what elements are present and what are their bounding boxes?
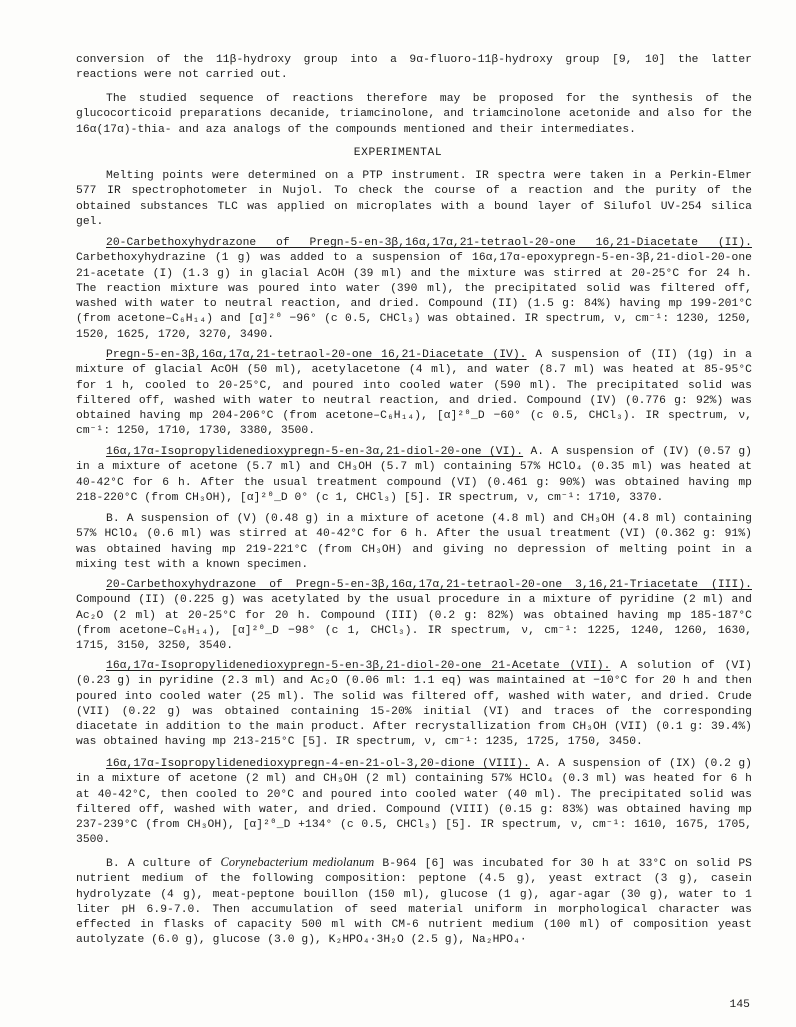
compound-iv-title: Pregn-5-en-3β,16α,17α,21-tetraol-20-one 16,21-Diacetate (IV). [106, 349, 527, 361]
paragraph-culture-b [76, 855, 752, 949]
compound-ii-body: Carbethoxyhydrazine (1 g) was added to a suspension of 16α,17α-epoxypregn-5-en-3β,21-diol-20-one 21-acetate (I) (1.3 g) in glacial AcOH (39 ml) and the mixture was stirred at 20-25°C for 24 h. The reaction mixture was poured into water (390 ml), the precipitated solid was filtered off, washed with water to neutral reaction, and dried. Compound (II) (1.5 g: 84%) having mp 199-201°C (from acetone–C₆H₁₄) and [α]²⁰ −96° (c 0.5, CHCl₃) was obtained. IR spectrum, ν, cm⁻¹: 1230, 1250, 1520, 1625, 1720, 3270, 3490. [76, 252, 752, 341]
compound-ii-title: 20-Carbethoxyhydrazone of Pregn-5-en-3β,16α,17α,21-tetraol-20-one 16,21-Diacetate (II). [106, 237, 752, 249]
paragraph-method-b-vi: B. A suspension of (V) (0.48 g) in a mixture of acetone (4.8 ml) and CH₃OH (4.8 ml) containing 57% HClO₄ (0.6 ml) was stirred at 40-42°C for 6 h. After the usual treatment (VI) (0.362 g: 91%) was obtained having mp 219-221°C (from CH₃OH) and giving no depression of melting point in a mixing test with a known specimen. [76, 513, 752, 571]
paragraph-instruments: Melting points were determined on a PTP instrument. IR spectra were taken in a Perkin-Elmer 577 IR spectrophotometer in Nujol. To check the course of a reaction and the purity of the obtained substances TLC was applied on microplates with a bound layer of Silufol UV-254 silica gel. [76, 170, 752, 228]
culture-body: B-964 [6] was incubated for 30 h at 33°C on solid PS nutrient medium of the following composition: peptone (4.5 g), yeast extract (3 g), casein hydrolyzate (4 g), meat-peptone bouillon (150 ml), glucose (1 g), agar-agar (30 g), water to 1 liter pH 6.9-7.0. Then accumulation of seed material uniform in morphological character was effected in flasks of capacity 500 ml with CM-6 nutrient medium (100 ml) of composition yeast autolyzate (6.0 g), glucose (3.0 g), K₂HPO₄·3H₂O (2.5 g), Na₂HPO₄· [76, 858, 752, 947]
paragraph-compound-iii [76, 578, 752, 654]
page-number: 145 [729, 999, 750, 1011]
paragraph-compound-vi [76, 445, 752, 506]
paragraph-synthesis-proposal: The studied sequence of reactions therefore may be proposed for the synthesis of the glucocorticoid preparations decanide, triamcinolone, and triamcinolone acetonide and also for the 16α(17α)-thia- and aza analogs of the compounds mentioned and their intermediates. [76, 93, 752, 136]
compound-viii-body: A. A suspension of (IX) (0.2 g) in a mixture of acetone (2 ml) and CH₃OH (2 ml) containing 57% HClO₄ (0.3 ml) was heated for 6 h at 40-42°C, then cooled to 20°C and poured into cooled water (40 ml). The precipitated solid was filtered off, washed with water, and dried. Compound (VIII) (0.15 g: 83%) was obtained having mp 237-239°C (from CH₃OH), [α]²⁰_D +134° (c 0.5, CHCl₃) [5]. IR spectrum, ν, cm⁻¹: 1610, 1675, 1705, 3500. [76, 758, 752, 847]
paragraph-compound-iv [76, 348, 752, 440]
compound-vii-body: A solution of (VI) (0.23 g) in pyridine (2.3 ml) and Ac₂O (0.06 ml: 1.1 eq) was maintained at −10°C for 20 h and then poured into cooled water (25 ml). The solid was filtered off, washed with water, and dried. Crude (VII) (0.22 g) was obtained containing 15-20% initial (VI) and traces of the corresponding diacetate in addition to the main product. After recrystallization from CH₃OH (VII) (0.1 g: 39.4%) was obtained having mp 213-215°C [5]. IR spectrum, ν, cm⁻¹: 1235, 1725, 1750, 3450. [76, 660, 752, 749]
compound-vii-title: 16α,17α-Isopropylidenedioxypregn-5-en-3β,21-diol-20-one 21-Acetate (VII). [106, 660, 611, 672]
compound-iii-title: 20-Carbethoxyhydrazone of Pregn-5-en-3β,16α,17α,21-tetraol-20-one 3,16,21-Triacetate (III). [106, 579, 752, 591]
compound-viii-title: 16α,17α-Isopropylidenedioxypregn-4-en-21-ol-3,20-dione (VIII). [106, 758, 530, 770]
compound-vi-body: A. A suspension of (IV) (0.57 g) in a mixture of acetone (5.7 ml) and CH₃OH (5.7 ml) containing 57% HClO₄ (0.35 ml) was heated at 40-42°C for 6 h. After the usual treatment compound (VI) (0.461 g: 90%) was obtained having mp 218-220°C (from CH₃OH), [α]²⁰_D 0° (c 1, CHCl₃) [5]. IR spectrum, ν, cm⁻¹: 1710, 3370. [76, 446, 752, 504]
paragraph-compound-viii [76, 757, 752, 849]
paragraph-continuation: conversion of the 11β-hydroxy group into a 9α-fluoro-11β-hydroxy group [9, 10] the latter reactions were not carried out. [76, 54, 752, 82]
compound-iv-body: A suspension of (II) (1g) in a mixture of glacial AcOH (50 ml), acetylacetone (4 ml), and water (8.7 ml) was heated at 85-95°C for 1 h, cooled to 20-25°C, and poured into cooled water (590 ml). The precipitated solid was filtered off, washed with water to neutral reaction, and dried. Compound (IV) (0.776 g: 92%) was obtained having mp 204-206°C (from acetone–C₆H₁₄), [α]²⁰_D −60° (c 0.5, CHCl₃). IR spectrum, ν, cm⁻¹: 1250, 1710, 1730, 3380, 3500. [76, 349, 752, 438]
paragraph-compound-ii [76, 236, 752, 343]
paragraph-compound-vii [76, 659, 752, 751]
species-name: Corynebacterium mediolanum [220, 855, 375, 869]
section-heading-experimental: EXPERIMENTAL [353, 147, 443, 159]
compound-iii-body: Compound (II) (0.225 g) was acetylated by the usual procedure in a mixture of pyridine (2 ml) and Ac₂O (2 ml) at 20-25°C for 20 h. Compound (III) (0.2 g: 82%) was obtained having mp 185-187°C (from acetone–C₆H₁₄), [α]²⁰_D −98° (c 1, CHCl₃). IR spectrum, ν, cm⁻¹: 1225, 1240, 1260, 1630, 1715, 3150, 3250, 3540. [76, 594, 752, 653]
compound-vi-title: 16α,17α-Isopropylidenedioxypregn-5-en-3α,21-diol-20-one (VI). [106, 446, 524, 458]
culture-lead: B. A culture of [106, 858, 213, 870]
